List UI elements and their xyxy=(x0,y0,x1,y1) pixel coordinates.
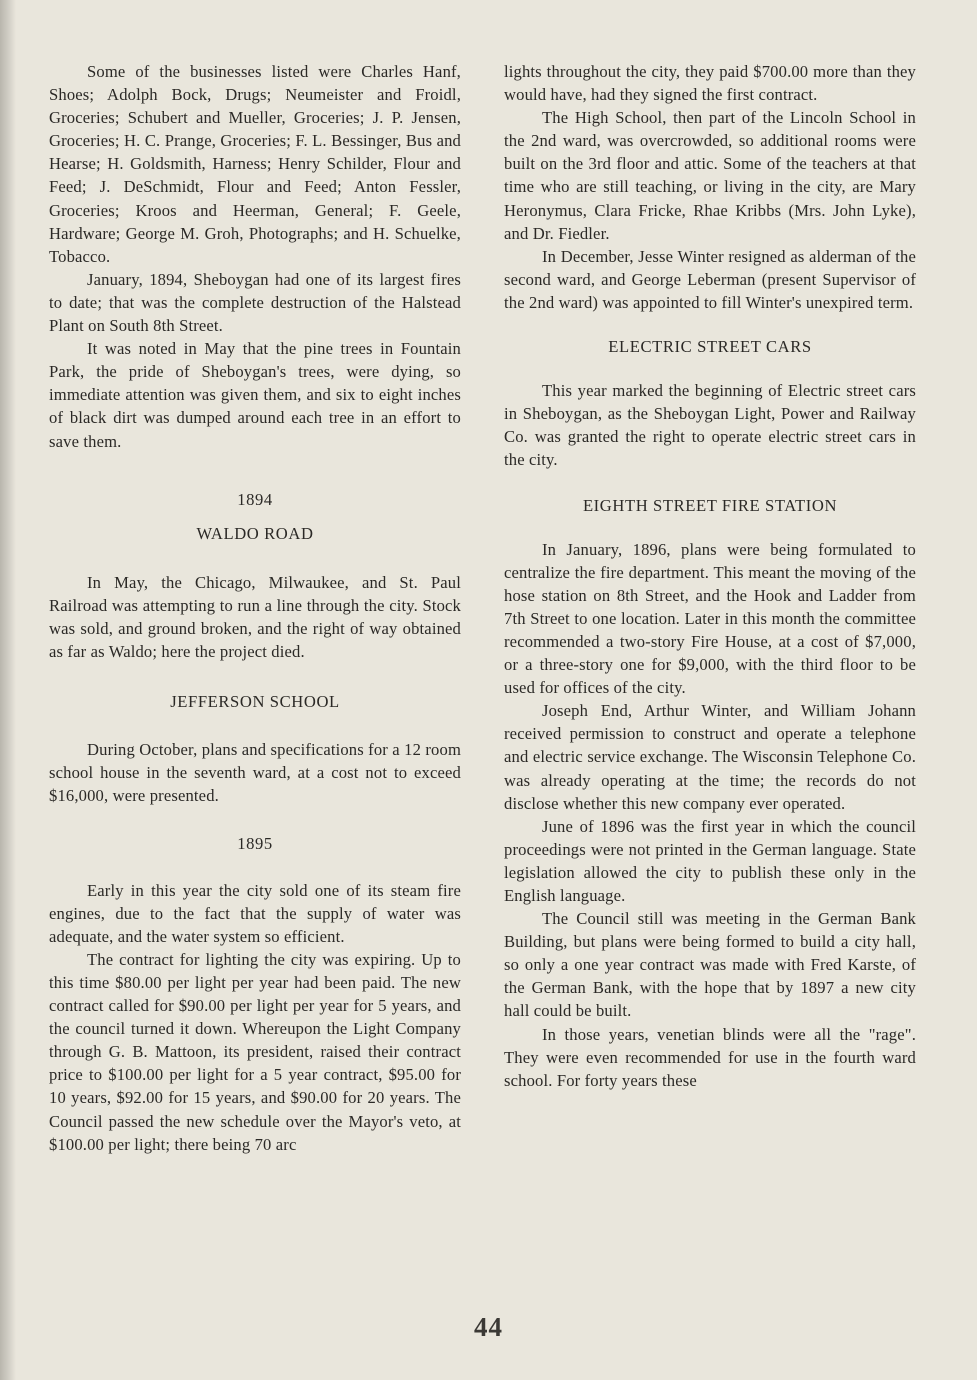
paragraph-venetian-blinds: In those years, venetian blinds were all the "rage". They were even recommended for use in the fourth ward school. For forty years these xyxy=(504,1024,916,1090)
paragraph-german-language: June of 1896 was the first year in which the council proceedings were not printed in the German language. State legislation allowed the city to publish these only in the English language. xyxy=(504,816,916,905)
paragraph-arc-lights: lights throughout the city, they paid $700.00 more than they would have, had they signed the first contract. xyxy=(504,62,916,105)
page-number: 44 xyxy=(474,1312,503,1342)
paragraph-alderman: In December, Jesse Winter resigned as alderman of the second ward, and George Leberman (present Supervisor of the 2nd ward) was appointed to fill Winter's unexpired term. xyxy=(504,246,916,312)
left-column xyxy=(49,60,461,1156)
year-heading-1894: 1894 xyxy=(237,489,273,509)
year-heading-1895: 1895 xyxy=(237,833,273,853)
paragraph-street-cars: This year marked the beginning of Electric street cars in Sheboygan, as the Sheboygan Light, Power and Railway Co. was granted the right to operate electric street cars in the city. xyxy=(504,381,916,470)
paragraph-halstead-fire: January, 1894, Sheboygan had one of its largest fires to date; that was the complete destruction of the Halstead Plant on South 8th Street. xyxy=(49,269,461,336)
paragraph-businesses: Some of the businesses listed were Charles Hanf, Shoes; Adolph Bock, Drugs; Neumeister and Froidl, Groceries; Schubert and Mueller, Groceries; J. P. Jensen, Groceries; H. C. Prange, Groceries; F. L. Bessinger, Bus and Hearse; H. Goldsmith, Harness; Henry Schilder, Flour and Feed; J. DeSchmidt, Flour and Feed; Anton Fessler, Groceries; Kroos and Heerman, General; F. Geele, Hardware; George M. Groh, Photographs; and H. Schuelke, Tobacco. xyxy=(49,62,461,266)
section-heading-waldo-road: WALDO ROAD xyxy=(196,523,314,543)
paragraph-telephone-exchange: Joseph End, Arthur Winter, and William Johann received permission to construct and operate a telephone and electric service exchange. The Wisconsin Telephone Co. was already operating at the time; the records do not disclose whether this new company ever operated. xyxy=(504,701,916,813)
section-heading-eighth-street-fire-station: EIGHTH STREET FIRE STATION xyxy=(582,495,838,515)
paragraph-pine-trees: It was noted in May that the pine trees in Fountain Park, the pride of Sheboygan's trees, were dying, so immediate attention was given them, and six to eight inches of black dirt was dumped around each tree in an effort to save them. xyxy=(49,339,461,451)
paragraph-high-school: The High School, then part of the Lincoln School in the 2nd ward, was overcrowded, so additional rooms were built on the 3rd floor and attic. Some of the teachers at that time who are still teaching, or living in the city, are Mary Heronymus, Clara Fricke, Rhae Kribbs (Mrs. John Lyke), and Dr. Fiedler. xyxy=(504,108,916,243)
paragraph-lighting-contract: The contract for lighting the city was expiring. Up to this time $80.00 per light per year had been paid. The new contract called for $90.00 per light per year for 5 years, and the council turned it down. Whereupon the Light Company through G. B. Mattoon, its president, raised their contract price to $100.00 per light for a 5 year contract, $95.00 for 10 years, $92.00 for 15 years, and $90.00 for 20 years. The Council passed the new schedule over the Mayor's veto, at $100.00 per light; there being 70 arc xyxy=(49,949,461,1154)
paragraph-fire-engines: Early in this year the city sold one of its steam fire engines, due to the fact that the supply of water was adequate, and the water system so efficient. xyxy=(49,880,461,946)
paragraph-fire-department: In January, 1896, plans were being formulated to centralize the fire department. This meant the moving of the hose station on 8th Street, and the Hook and Ladder from 7th Street to one location. Later in this month the committee recommended a two-story Fire House, at a cost of $7,000, or a three-story one for $9,000, with the third floor to be used for offices of the city. xyxy=(504,539,916,698)
section-heading-jefferson-school: JEFFERSON SCHOOL xyxy=(170,692,340,712)
paragraph-school-house: During October, plans and specifications for a 12 room school house in the seventh ward, at a cost not to exceed $16,000, were presented. xyxy=(49,740,461,806)
paragraph-city-hall: The Council still was meeting in the German Bank Building, but plans were being formed to build a city hall, so only a one year contract was made with Fred Karste, of the German Bank, with the hope that by 1897 a new city hall could be built. xyxy=(504,909,916,1021)
page-binding-edge xyxy=(0,0,16,1380)
paragraph-railroad: In May, the Chicago, Milwaukee, and St. Paul Railroad was attempting to run a line through the city. Stock was sold, and ground broken, and the right of way obtained as far as Waldo; here the project died. xyxy=(49,572,461,662)
section-heading-electric-street-cars: ELECTRIC STREET CARS xyxy=(608,337,812,357)
right-column xyxy=(504,60,916,1092)
